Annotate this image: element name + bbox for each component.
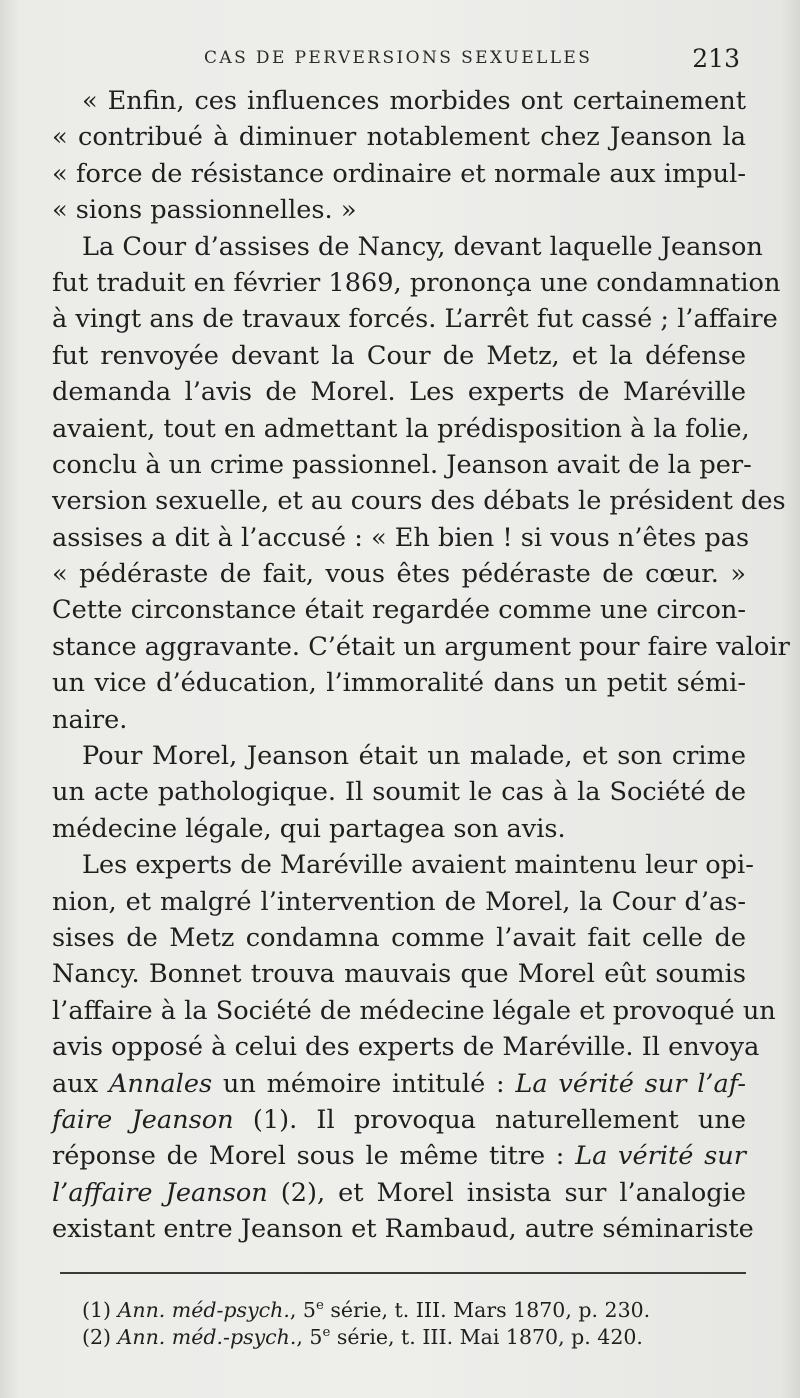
text-line — [52, 1066, 746, 1102]
footnote-series-suffix: e — [322, 1325, 331, 1341]
page-number: 213 — [692, 44, 740, 73]
text-line: conclu à un crime passionnel. Jeanson avait de la per- — [52, 449, 752, 480]
text-line: nion, et malgré l’intervention de Morel, la Cour d’as- — [52, 886, 746, 917]
text-line: « contribué à diminuer notablement chez Jeanson la — [52, 122, 746, 153]
footnote-journal: Ann. méd-psych. — [117, 1298, 290, 1322]
text-line — [52, 1102, 746, 1138]
italic-span: La vérité sur l’af- — [515, 1068, 747, 1099]
text-line: à vingt ans de travaux forcés. L’arrêt fut cassé ; l’affaire — [52, 304, 778, 335]
footnote-citation: série, t. III. Mai 1870, p. 420. — [330, 1325, 643, 1349]
text-line: « pédéraste de fait, vous êtes pédéraste de cœur. » — [52, 559, 746, 590]
text-line: naire. — [52, 704, 128, 735]
text-line: version sexuelle, et au cours des débats le président des — [52, 486, 786, 517]
footnote: (1) Ann. méd-psych., 5e série, t. III. Mars 1870, p. 230. — [82, 1298, 651, 1322]
text-line: fut renvoyée devant la Cour de Metz, et la défense — [52, 340, 746, 371]
footnote-citation: série, t. III. Mars 1870, p. 230. — [323, 1298, 651, 1322]
text-line: « force de résistance ordinaire et normale aux impul- — [52, 158, 746, 189]
text-line: fut traduit en février 1869, prononça une condamnation — [52, 267, 781, 298]
text-span: un mémoire intitulé : — [212, 1068, 516, 1099]
text-span: aux — [52, 1068, 109, 1099]
text-span: réponse de Morel sous le même titre : — [52, 1141, 576, 1172]
text-line: Pour Morel, Jeanson était un malade, et son crime — [82, 741, 746, 772]
italic-span: faire Jeanson — [52, 1104, 234, 1135]
text-line: avaient, tout en admettant la prédisposition à la folie, — [52, 413, 750, 444]
footnote-series-number: 5 — [302, 1298, 316, 1322]
text-line: l’affaire à la Société de médecine légale et provoqué un — [52, 995, 776, 1026]
text-line: Nancy. Bonnet trouva mauvais que Morel eût soumis — [52, 959, 746, 990]
footnote-number: (2) — [82, 1325, 118, 1349]
header-title: CAS DE PERVERSIONS SEXUELLES — [204, 48, 593, 68]
text-line — [52, 1175, 746, 1211]
text-line: « sions passionnelles. » — [52, 195, 357, 226]
footnote-series-number: 5 — [309, 1325, 323, 1349]
text-line: existant entre Jeanson et Rambaud, autre séminariste — [52, 1214, 754, 1245]
text-line: sises de Metz condamna comme l’avait fait celle de — [52, 922, 746, 953]
footnote-journal: Ann. méd.-psych. — [117, 1325, 297, 1349]
footnote-series-suffix: e — [315, 1298, 324, 1314]
footnotes — [82, 1297, 722, 1351]
text-line — [52, 1138, 746, 1174]
text-line: assises a dit à l’accusé : « Eh bien ! si vous n’êtes pas — [52, 522, 750, 553]
text-line: La Cour d’assises de Nancy, devant laquelle Jeanson — [82, 231, 763, 262]
italic-span: La vérité sur — [575, 1141, 746, 1172]
text-line: un vice d’éducation, l’immoralité dans un petit sémi- — [52, 668, 746, 699]
text-line: médecine légale, qui partagea son avis. — [52, 813, 566, 844]
text-line: Les experts de Maréville avaient maintenu leur opi- — [82, 850, 754, 881]
running-header — [56, 44, 746, 74]
text-span: (1). Il provoqua naturellement une — [233, 1104, 747, 1135]
footnote: (2) Ann. méd.-psych., 5e série, t. III. Mai 1870, p. 420. — [82, 1325, 643, 1349]
text-line: Cette circonstance était regardée comme une circon- — [52, 595, 746, 626]
footnote-number: (1) — [82, 1298, 118, 1322]
body-text — [52, 83, 790, 1248]
text-line: demanda l’avis de Morel. Les experts de Maréville — [52, 377, 746, 408]
footnote-divider — [60, 1272, 746, 1274]
text-span: (2), et Morel insista sur l’analogie — [267, 1177, 746, 1208]
italic-span: l’affaire Jeanson — [52, 1177, 268, 1208]
text-line: un acte pathologique. Il soumit le cas à la Société de — [52, 777, 746, 808]
italic-span: Annales — [108, 1068, 213, 1099]
text-line: avis opposé à celui des experts de Maréville. Il envoya — [52, 1032, 760, 1063]
text-line: stance aggravante. C’était un argument pour faire valoir — [52, 631, 790, 662]
text-line: « Enfin, ces influences morbides ont certainement — [82, 86, 746, 116]
